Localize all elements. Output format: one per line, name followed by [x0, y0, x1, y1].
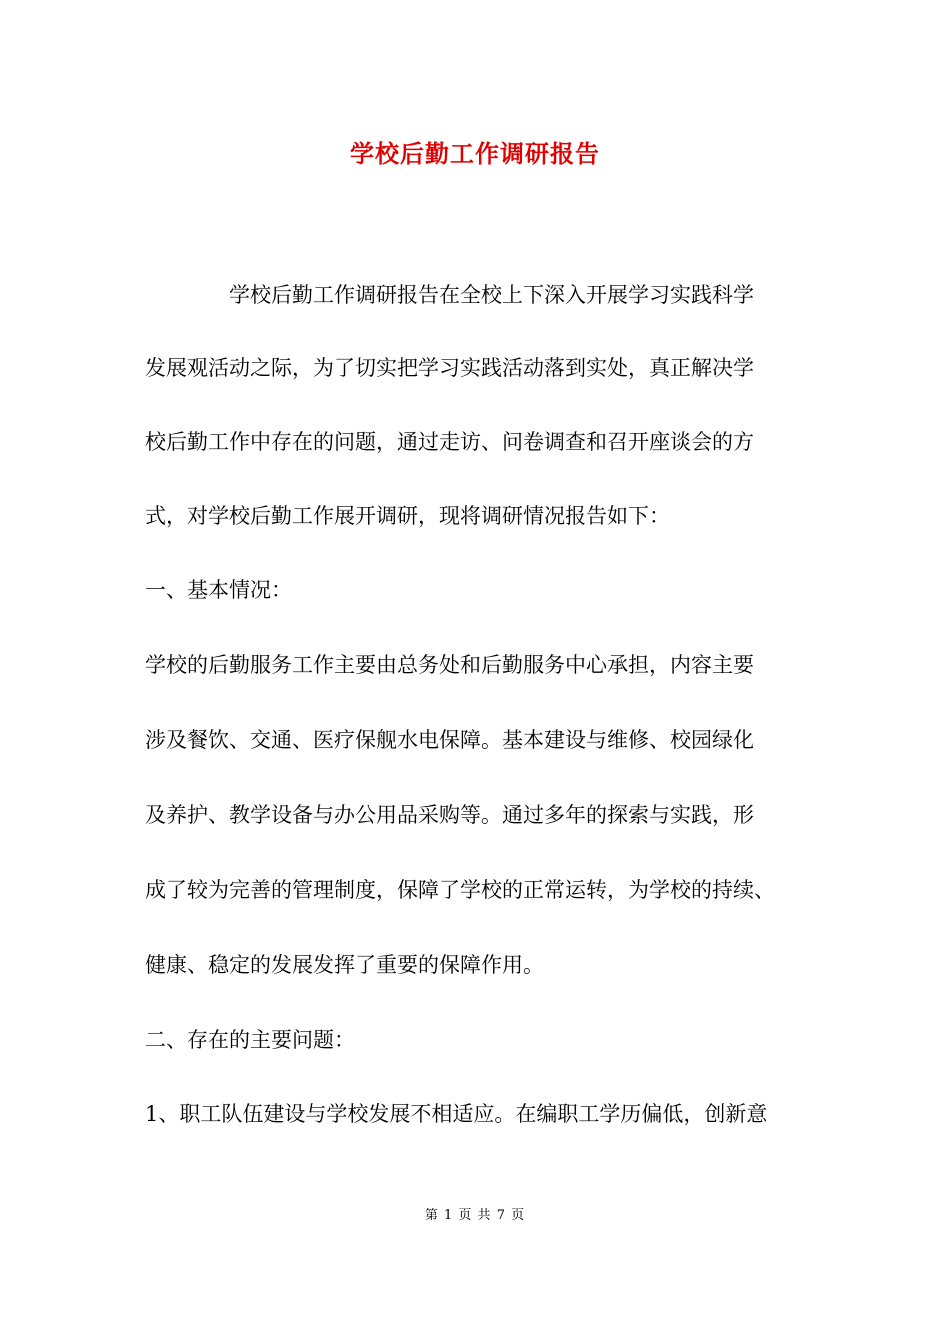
- document-title: 学校后勤工作调研报告: [350, 139, 600, 168]
- section-heading: 一、基本情况：: [145, 578, 292, 602]
- page-number-footer: 第 1 页 共 7 页: [424, 1208, 526, 1223]
- paragraph-line: 发展观活动之际，为了切实把学习实践活动落到实处，真正解决学: [145, 356, 754, 380]
- paragraph-line: 健康、稳定的发展发挥了重要的保障作用。: [145, 953, 544, 977]
- paragraph-line: 1、职工队伍建设与学校发展不相适应。在编职工学历偏低，创新意: [145, 1102, 768, 1126]
- paragraph-line: 式，对学校后勤工作展开调研，现将调研情况报告如下：: [145, 504, 670, 528]
- section-heading: 二、存在的主要问题：: [145, 1028, 355, 1052]
- paragraph-line: 涉及餐饮、交通、医疗保舰水电保障。基本建设与维修、校园绿化: [145, 728, 754, 752]
- paragraph-line: 校后勤工作中存在的问题，通过走访、问卷调查和召开座谈会的方: [145, 430, 754, 454]
- paragraph-line: 及养护、教学设备与办公用品采购等。通过多年的探索与实践，形: [145, 803, 754, 827]
- paragraph-line: 成了较为完善的管理制度，保障了学校的正常运转，为学校的持续、: [145, 878, 775, 902]
- paragraph-line: 学校的后勤服务工作主要由总务处和后勤服务中心承担，内容主要: [145, 653, 754, 677]
- paragraph-line: 学校后勤工作调研报告在全校上下深入开展学习实践科学: [145, 283, 754, 307]
